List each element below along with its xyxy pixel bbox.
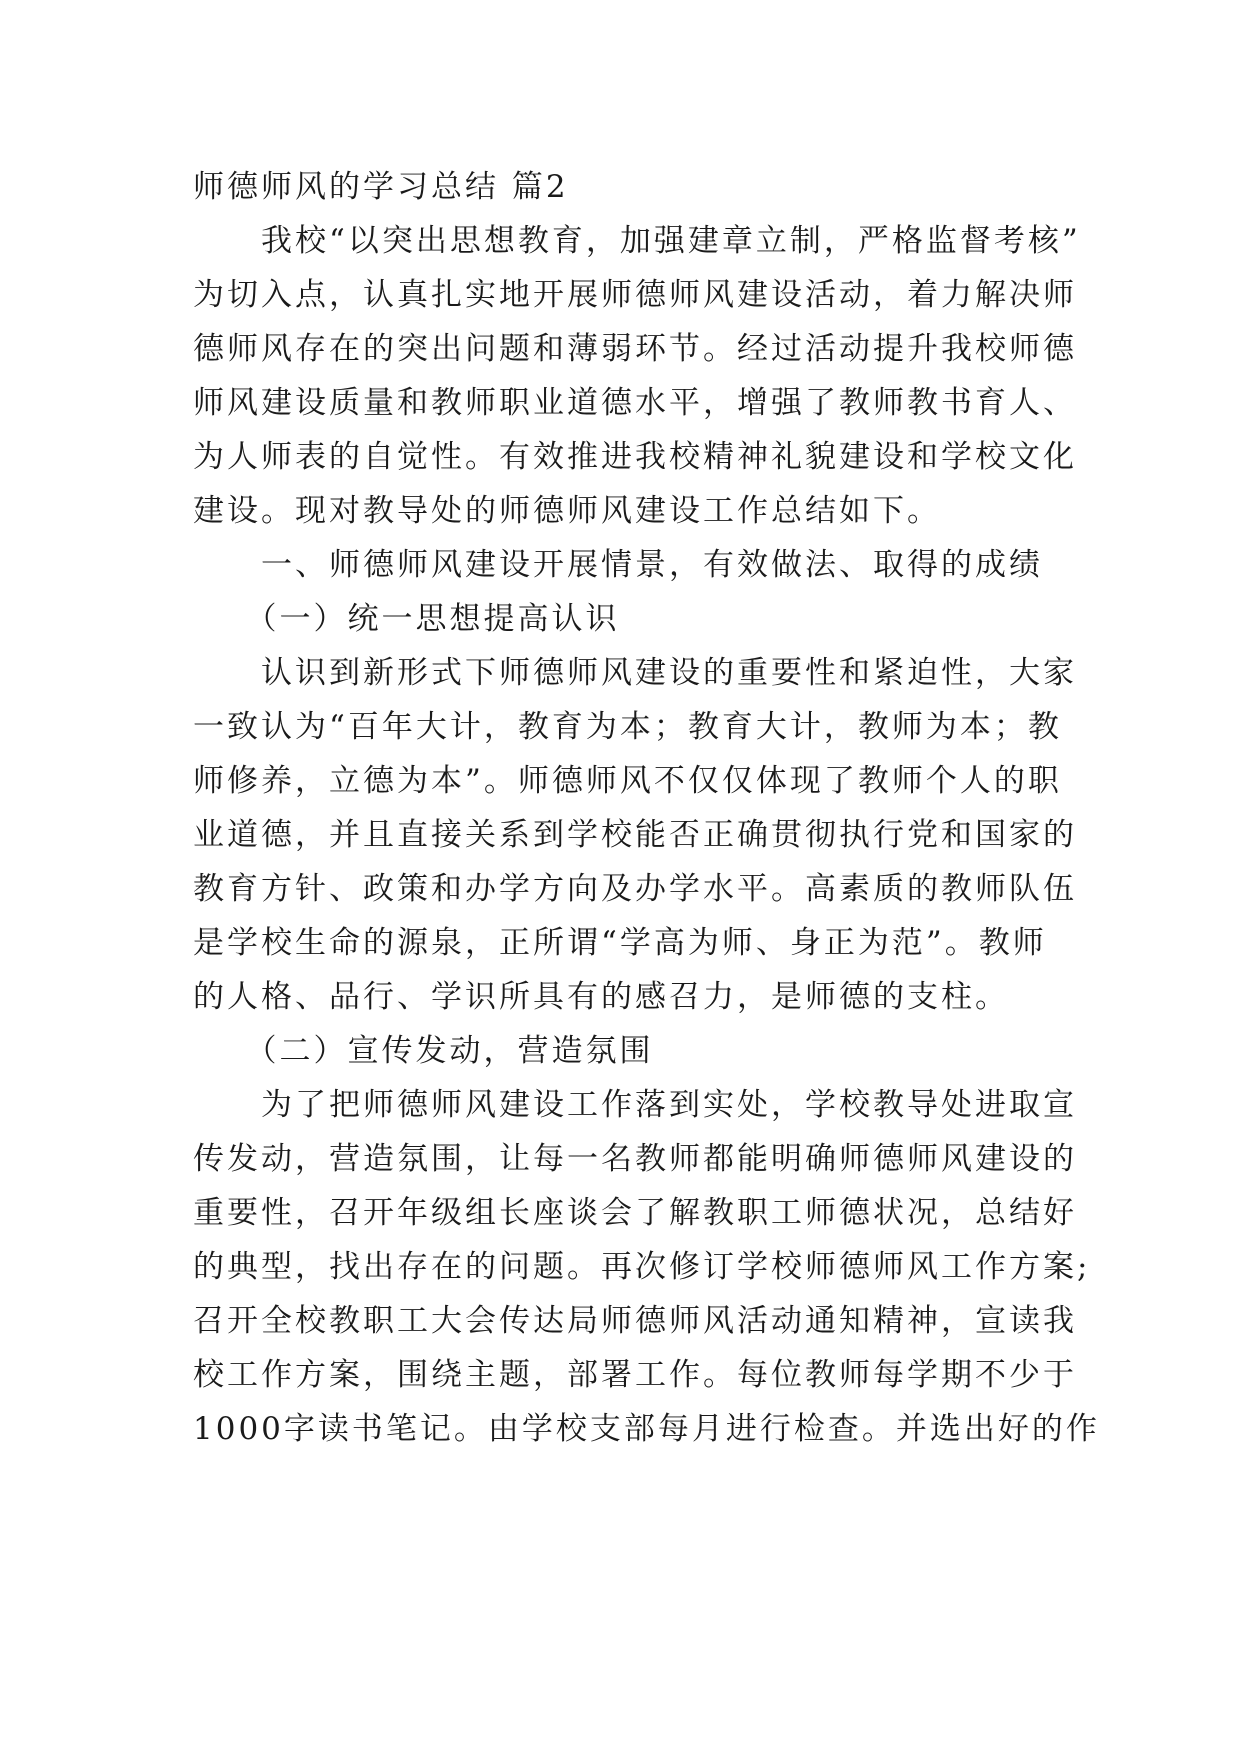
text-line: 校工作方案，围绕主题，部署工作。每位教师每学期不少于 — [193, 1357, 1077, 1393]
text-line: 是学校生命的源泉，正所谓“学高为师、身正为范”。教师 — [193, 925, 1047, 961]
text-line: 重要性，召开年级组长座谈会了解教职工师德状况，总结好 — [193, 1195, 1077, 1231]
text-line: 为切入点，认真扎实地开展师德师风建设活动，着力解决师 — [193, 277, 1077, 313]
section-heading: 一、师德师风建设开展情景，有效做法、取得的成绩 — [193, 547, 1043, 583]
text-line: 认识到新形式下师德师风建设的重要性和紧迫性，大家 — [193, 655, 1077, 691]
text-line: 1000字读书笔记。由学校支部每月进行检查。并选出好的作 — [193, 1411, 1100, 1447]
subsection-heading: （二）宣传发动，营造氛围 — [193, 1033, 654, 1069]
text-line: 为人师表的自觉性。有效推进我校精神礼貌建设和学校文化 — [193, 439, 1077, 475]
text-line: 的典型，找出存在的问题。再次修订学校师德师风工作方案; — [193, 1249, 1091, 1285]
text-line: 德师风存在的突出问题和薄弱环节。经过活动提升我校师德 — [193, 331, 1077, 367]
text-line: 召开全校教职工大会传达局师德师风活动通知精神，宣读我 — [193, 1303, 1077, 1339]
text-line: 为了把师德师风建设工作落到实处，学校教导处进取宣 — [193, 1087, 1077, 1123]
text-line: 一致认为“百年大计，教育为本；教育大计，教师为本；教 — [193, 709, 1062, 745]
text-line: 师修养，立德为本”。师德师风不仅仅体现了教师个人的职 — [193, 763, 1062, 799]
text-line: 业道德，并且直接关系到学校能否正确贯彻执行党和国家的 — [193, 817, 1077, 853]
document-title: 师德师风的学习总结 篇2 — [193, 169, 569, 205]
text-line: 我校“以突出思想教育，加强建章立制，严格监督考核” — [193, 223, 1081, 259]
subsection-heading: （一）统一思想提高认识 — [193, 601, 620, 637]
text-line: 师风建设质量和教师职业道德水平，增强了教师教书育人、 — [193, 385, 1077, 421]
text-line: 的人格、品行、学识所具有的感召力，是师德的支柱。 — [193, 979, 1009, 1015]
text-line: 建设。现对教导处的师德师风建设工作总结如下。 — [193, 493, 941, 529]
text-line: 传发动，营造氛围，让每一名教师都能明确师德师风建设的 — [193, 1141, 1077, 1177]
text-line: 教育方针、政策和办学方向及办学水平。高素质的教师队伍 — [193, 871, 1077, 907]
